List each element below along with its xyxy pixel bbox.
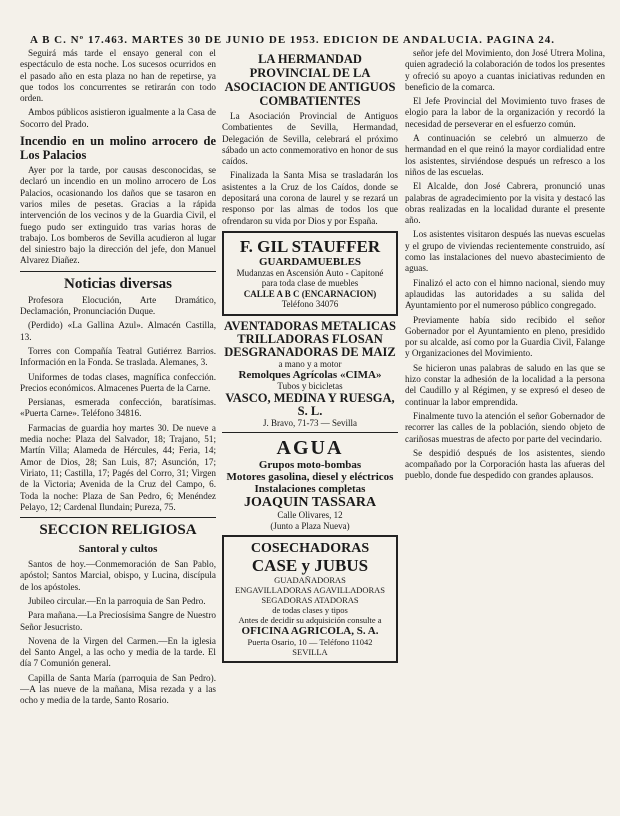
ad-agua-line: Grupos moto-bombas [258,459,362,472]
divider [20,517,216,518]
ad-gil-stauffer-name: F. GIL STAUFFER [239,236,381,256]
ad-aventadoras-line: a mano y a motor [278,358,342,369]
article-paragraph: A continuación se celebró un almuerzo de hermandad en el que reinó la mayor cordialidad entre los asistentes, sirviéndose después un refresco a los niños de las escuelas. [405,133,605,177]
ad-gil-stauffer-address: CALLE A B C (ENCARNACION) [243,288,377,299]
notice-item: Torres con Compañía Teatral Gutiérrez Barrios. Información en la Fonda. Se traslada. Alemanes, 3. [20,345,216,368]
column-middle [222,48,398,808]
section-title-religious: SECCION RELIGIOSA [39,522,197,539]
article-paragraph: señor jefe del Movimiento, don José Utrera Molina, quien agradeció la colaboración de todos los presentes y ofreció su apoyo a cuantas iniciativas redunden en beneficio de la comarca. [405,48,605,92]
ad-agua-line: Instalaciones completas [254,483,366,496]
ad-cosechadoras-line: de todas clases y tipos [272,605,348,616]
column-left [20,48,216,808]
notice-item: Persianas, esmerada confección, baratísimas. «Puerta Carne». Teléfono 34816. [20,397,216,419]
ad-gil-stauffer [222,231,398,316]
ad-cosechadoras-line: GUADAÑADORAS [274,575,346,586]
ad-cosechadoras-brand: CASE y JUBUS [251,556,369,576]
ad-gil-stauffer-sub: GUARDAMUEBLES [258,255,362,268]
religious-item: Novena de la Virgen del Carmen.—En la iglesia del Santo Angel, a las ocho y media de la tarde. El día 7 Comunión general. [20,635,216,669]
ad-cosechadoras [222,535,398,663]
ad-aventadoras-line: AVENTADORAS METALICAS [224,318,396,333]
religious-item: Para mañana.—La Preciosísima Sangre de Nuestro Señor Jesucristo. [20,610,216,632]
section-subtitle-religious: Santoral y cultos [78,543,158,556]
article-paragraph: Previamente había sido recibido el señor Gobernador por el Ayuntamiento en pleno, presidido por su alcalde, así como por la Guardia Civil, Falange y Organizaciones del Movimiento. [405,314,605,359]
intro-paragraph: Seguirá más tarde el ensayo general con el espectáculo de esta noche. Los sucesos ocurridos en el pasado año en esta plaza no han de repetirse, ya que todos los concurrentes se retirarán con todo orden. [20,48,216,104]
ad-cosechadoras-line: COSECHADORAS [250,541,370,557]
religious-item: Jubileo circular.—En la parroquia de San Pedro. [28,595,206,606]
ad-aventadoras-company: VASCO, MEDINA Y RUESGA, S. L. [225,390,395,418]
ad-cosechadoras-line: Antes de decidir su adquisición consulte a [238,615,382,626]
religious-item: Capilla de Santa María (parroquia de San Pedro).—A las nueve de la mañana, Misa rezada y a las ocho y media de la tarde, Santo Rosario. [20,672,216,706]
article-paragraph: Finalizó el acto con el himno nacional, siendo muy aplaudidas las autoridades a su salida del Ayuntamiento por el numeroso público congregado. [405,277,605,311]
article-body-fire: Ayer por la tarde, por causas desconocidas, se declaró un incendio en un molino arrocero de Los Palacios, ocasionando los daños que se tasaron en varios miles de pesetas. Gracias a la rápida intervención de los vecinos y de la Guardia Civil, el fuego pudo ser extinguido tras varias horas de trabajo. Los bomberos de Sevilla acudieron al lugar del siniestro bajo la dirección del jefe, don Manuel Alvarez Diañez. [20,165,216,266]
announcement-body-2: Finalizada la Santa Misa se trasladarán los asistentes a la Cruz de los Caídos, donde se depositará una corona de laurel y se rezará un responso por las almas de todos los que ofrendaron su vida por Dios y por España. [222,170,398,226]
ad-agua-address: Calle Olivares, 12 [277,510,343,521]
ad-aventadoras-line: Remolques Agrícolas «CIMA» [238,369,382,382]
notice-item: Profesora Elocución, Arte Dramático, Declamación, Pronunciación Duque. [20,294,216,317]
article-title-fire: Incendio en un molino arrocero de Los Palacios [20,134,216,163]
ad-cosechadoras-line: SEGADORAS ATADORAS [261,595,359,606]
ad-agua-address: (Junto a Plaza Nueva) [270,520,350,531]
notice-item: Farmacias de guardia hoy martes 30. De nueve a media noche: Plaza del Salvador, 18; Trajano, 51; Martín Villa; Alameda de Hércules, 44; Feria, 14; Amor de Dios, 28; San Luis, 87; Asunción, 17; Viriato, 11; Castilla, 17; Pagés del Corro, 31; Virgen de la Victoria; Avenida de la Cruz del Campo, 6. Toda la noche: Plaza de San Pedro, 6; Menéndez Pelayo, 12; Cardenal Ilundain; Pureza, 75. [20,422,216,512]
article-paragraph: Se hicieron unas palabras de saludo en las que se hizo constar la adhesión de la localidad a la persona del Caudillo y al Régimen, y se expresó el deseo de continuar la labor emprendida. [405,362,605,407]
ad-gil-stauffer-phone: Teléfono 34076 [281,299,339,310]
divider [222,432,398,433]
ad-aventadoras-line: TRILLADORAS FLOSAN [237,331,383,346]
article-paragraph: El Jefe Provincial del Movimiento tuvo frases de elogio para la labor de la organización y recordó la necesidad de perseverar en el esfuerzo común. [405,96,605,129]
announcement-body: La Asociación Provincial de Antiguos Combatientes de Sevilla, Hermandad, Delegación de Sevilla, celebrará el próximo sábado un acto conmemorativo en honor de sus caídos. [222,111,398,167]
ad-aventadoras-address: J. Bravo, 71-73 — Sevilla [263,417,357,428]
ad-agua-title: AGUA [276,437,344,460]
notice-item: Uniformes de todas clases, magnífica confección. Precios económicos. Almacenes Puerta de la Carne. [20,371,216,393]
notice-item: (Perdido) «La Gallina Azul». Almacén Castilla, 13. [20,320,216,342]
ad-aventadoras-line: DESGRANADORAS DE MAIZ [224,344,396,359]
ad-aventadoras-line: Tubos y bicicletas [277,381,343,392]
ad-agua [222,437,398,531]
section-title-notices: Noticias diversas [64,275,172,292]
divider [20,271,216,272]
ad-cosechadoras-line: ENGAVILLADORAS AGAVILLADORAS [234,585,386,596]
article-paragraph: Se despidió después de los asistentes, siendo acompañado por la Corporación hasta las afueras del pueblo, donde fue despedido con grandes aplausos. [405,447,605,481]
religious-item: Santos de hoy.—Conmemoración de San Pablo, apóstol; Santos Marcial, obispo, y Lucina, discípula de los apóstoles. [20,559,216,592]
ad-cosechadoras-address: Puerta Osario, 10 — Teléfono 11042 [247,637,373,648]
ad-aventadoras [222,320,398,429]
ad-agua-name: JOAQUIN TASSARA [243,495,377,511]
article-paragraph: Finalmente tuvo la atención el señor Gobernador de recorrer las calles de la población, siendo objeto de cariñosas muestras de afecto por parte del vecindario. [405,410,605,444]
intro-paragraph-2: Ambos públicos asistieron igualmente a la Casa de Socorro del Prado. [20,107,216,129]
page-header: A B C. Nº 17.463. MARTES 30 DE JUNIO DE 1953. EDICION DE ANDALUCIA. PAGINA 24. [30,34,556,46]
article-paragraph: Los asistentes visitaron después las nuevas escuelas y el grupo de viviendas recientemente construido, así como las instalaciones del nuevo abastecimiento de aguas. [405,229,605,274]
ad-gil-stauffer-line: Mudanzas en Ascensión Auto - Capitoné para toda clase de muebles [236,267,384,289]
ad-agua-line: Motores gasolina, diesel y eléctricos [226,471,394,484]
column-right [405,48,605,808]
article-paragraph: El Alcalde, don José Cabrera, pronunció unas palabras de agradecimiento por la visita y destacó las obras realizadas en la localidad durante el presente año. [405,181,605,226]
announcement-title: LA HERMANDAD PROVINCIAL DE LA ASOCIACION DE ANTIGUOS COMBATIENTES [224,52,396,108]
ad-cosechadoras-city: SEVILLA [292,647,328,658]
ad-cosechadoras-company: OFICINA AGRICOLA, S. A. [241,625,379,638]
